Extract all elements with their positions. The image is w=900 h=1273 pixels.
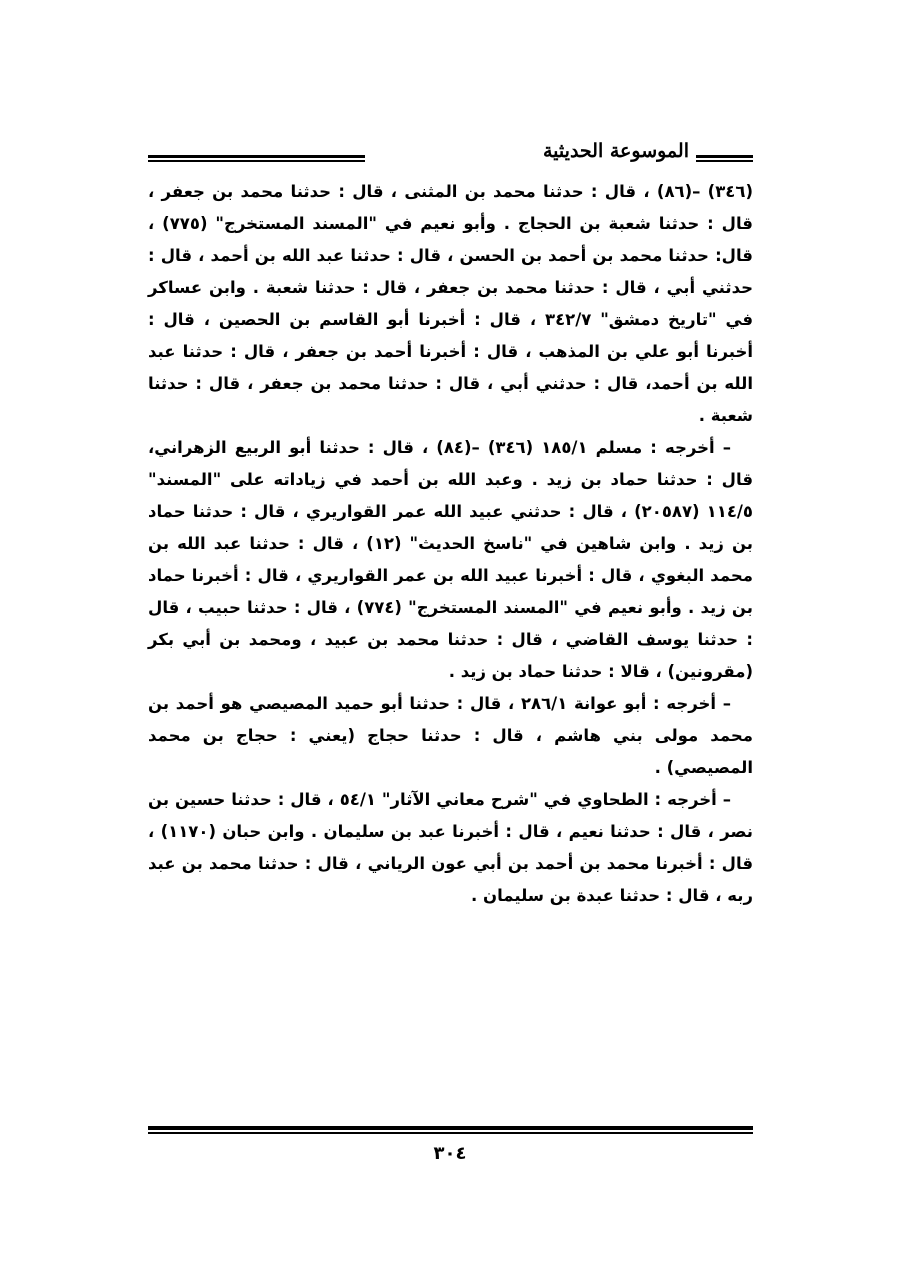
paragraph-4: – أخرجه : الطحاوي في "شرح معاني الآثار" ٥٤/١ ، قال : حدثنا حسين بن نصر ، قال : حدثنا نعيم ، قال : أخبرنا عبد بن سليمان . وابن حبان (١١٧٠) ، قال : أخبرنا محمد بن أحمد بن أبي عون الرياني ، قال : حدثنا محمد بن عبد ربه ، قال : حدثنا عبدة بن سليمان .: [148, 790, 753, 905]
running-header: [148, 138, 753, 174]
paragraph-2: – أخرجه : مسلم ١٨٥/١ (٣٤٦) –(٨٤) ، قال : حدثنا أبو الربيع الزهراني، قال : حدثنا حماد بن زيد . وعبد الله بن أحمد في زياداته على "المسند" ١١٤/٥ (٢٠٥٨٧) ، قال : حدثني عبيد الله عمر القواريري ، قال : حدثنا حماد بن زيد . وابن شاهين في "ناسخ الحديث" (١٢) ، قال : حدثنا عبد الله بن محمد البغوي ، قال : أخبرنا عبيد الله بن عمر القواريري ، قال : أخبرنا حماد بن زيد . وأبو نعيم في "المسند المستخرج" (٧٧٤) ، قال : حدثنا حبيب ، قال : حدثنا يوسف القاضي ، قال : حدثنا محمد بن عبيد ، ومحمد بن أبي بكر (مقرونين) ، قالا : حدثنا حماد بن زيد .: [148, 438, 753, 681]
header-rule-left: [148, 155, 365, 162]
body-text: [148, 176, 753, 912]
paragraph-3: – أخرجه : أبو عوانة ٢٨٦/١ ، قال : حدثنا أبو حميد المصيصي هو أحمد بن محمد مولى بني هاشم ، قال : حدثنا حجاج (يعني : حجاج بن محمد المصيصي) .: [148, 694, 753, 777]
page-number: ٣٠٤: [433, 1143, 467, 1164]
paragraph-1: (٣٤٦) –(٨٦) ، قال : حدثنا محمد بن المثنى ، قال : حدثنا محمد بن جعفر ، قال : حدثنا شعبة بن الحجاج . وأبو نعيم في "المسند المستخرج" (٧٧٥) ، قال: حدثنا محمد بن أحمد بن الحسن ، قال : حدثنا عبد الله بن أحمد ، قال : حدثني أبي ، قال : حدثنا محمد بن جعفر ، قال : حدثنا شعبة . وابن عساكر في "تاريخ دمشق" ٣٤٢/٧ ، قال : أخبرنا أبو القاسم بن الحصين ، قال : أخبرنا أبو علي بن المذهب ، قال : أخبرنا أحمد بن جعفر ، قال : حدثنا عبد الله بن أحمد، قال : حدثني أبي ، قال : حدثنا محمد بن جعفر ، قال : حدثنا شعبة .: [148, 182, 753, 425]
header-title: الموسوعة الحديثية: [543, 140, 689, 162]
header-rule-right: [696, 155, 753, 162]
footer-rule: [148, 1126, 753, 1134]
